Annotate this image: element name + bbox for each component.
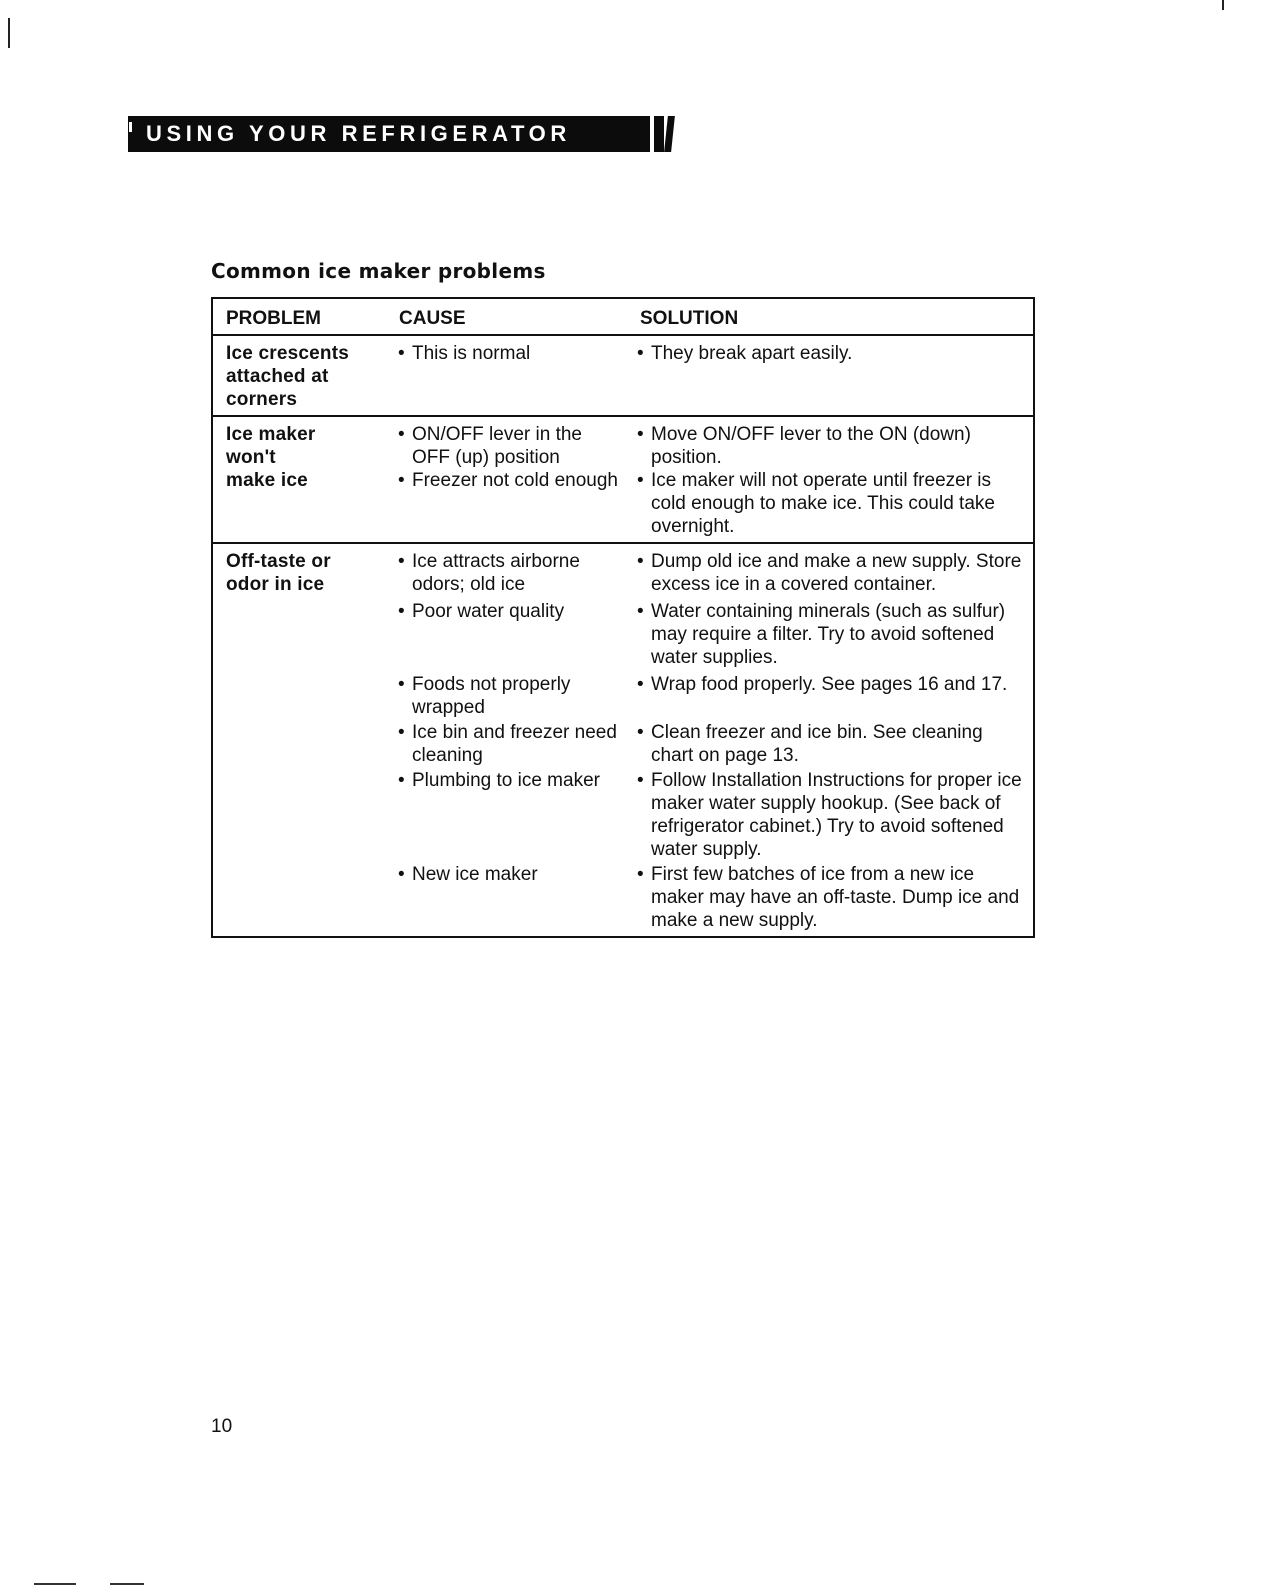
table-row xyxy=(212,416,1034,543)
banner-decoration xyxy=(654,116,664,152)
page-title: Common ice maker problems xyxy=(211,259,546,283)
troubleshooting-table xyxy=(211,297,1035,938)
column-header-cause: CAUSE xyxy=(386,298,627,335)
table-header-row xyxy=(212,298,1034,335)
table-row xyxy=(212,335,1034,416)
solution-cell xyxy=(627,335,1034,416)
page-number: 10 xyxy=(211,1416,233,1437)
banner-decoration xyxy=(129,122,132,132)
scan-edge-mark xyxy=(34,1583,76,1585)
cause-item: • New ice maker xyxy=(398,863,619,886)
cause-cell xyxy=(386,543,627,937)
scan-edge-mark xyxy=(1222,0,1224,10)
solution-item: • They break apart easily. xyxy=(637,342,1025,365)
cause-item: • Ice bin and freezer need cleaning xyxy=(398,721,619,767)
column-header-solution: SOLUTION xyxy=(627,298,1034,335)
cause-item: • This is normal xyxy=(398,342,619,365)
banner-decoration xyxy=(664,116,675,152)
cause-item: • Poor water quality xyxy=(398,600,619,670)
section-banner-title: USING YOUR REFRIGERATOR xyxy=(146,121,571,146)
solution-cell xyxy=(627,543,1034,937)
solution-item: • Wrap food properly. See pages 16 and 17. xyxy=(637,673,1025,719)
table-row xyxy=(212,543,1034,937)
column-header-problem: PROBLEM xyxy=(212,298,386,335)
cause-cell xyxy=(386,335,627,416)
solution-item: • Dump old ice and make a new supply. Store excess ice in a covered container. xyxy=(637,550,1025,598)
solution-item: • Clean freezer and ice bin. See cleaning chart on page 13. xyxy=(637,721,1025,767)
cause-cell xyxy=(386,416,627,543)
solution-item: • Follow Installation Instructions for proper ice maker water supply hookup. (See back of refrigerator cabinet.) Try to avoid softened water supply. xyxy=(637,769,1025,861)
section-banner xyxy=(128,116,650,152)
scan-edge-mark xyxy=(8,18,10,48)
solution-item: • Water containing minerals (such as sulfur) may require a filter. Try to avoid softened water supplies. xyxy=(637,600,1025,670)
cause-item: • Plumbing to ice maker xyxy=(398,769,619,861)
cause-item: • Ice attracts airborne odors; old ice xyxy=(398,550,619,598)
solution-item: • First few batches of ice from a new ice maker may have an off-taste. Dump ice and make a new supply. xyxy=(637,863,1025,932)
cause-item: • Freezer not cold enough xyxy=(398,469,619,492)
problem-cell: Off-taste or odor in ice xyxy=(212,543,386,937)
problem-cell: Ice maker won't make ice xyxy=(212,416,386,543)
cause-item: • Foods not properly wrapped xyxy=(398,673,619,719)
problem-cell: Ice crescents attached at corners xyxy=(226,343,350,410)
solution-item: • Move ON/OFF lever to the ON (down) position. xyxy=(637,423,1025,469)
cause-item: • ON/OFF lever in the OFF (up) position xyxy=(398,423,619,469)
solution-cell xyxy=(627,416,1034,543)
solution-item: • Ice maker will not operate until freezer is cold enough to make ice. This could take overnight. xyxy=(637,469,1025,538)
scan-edge-mark xyxy=(110,1583,144,1585)
